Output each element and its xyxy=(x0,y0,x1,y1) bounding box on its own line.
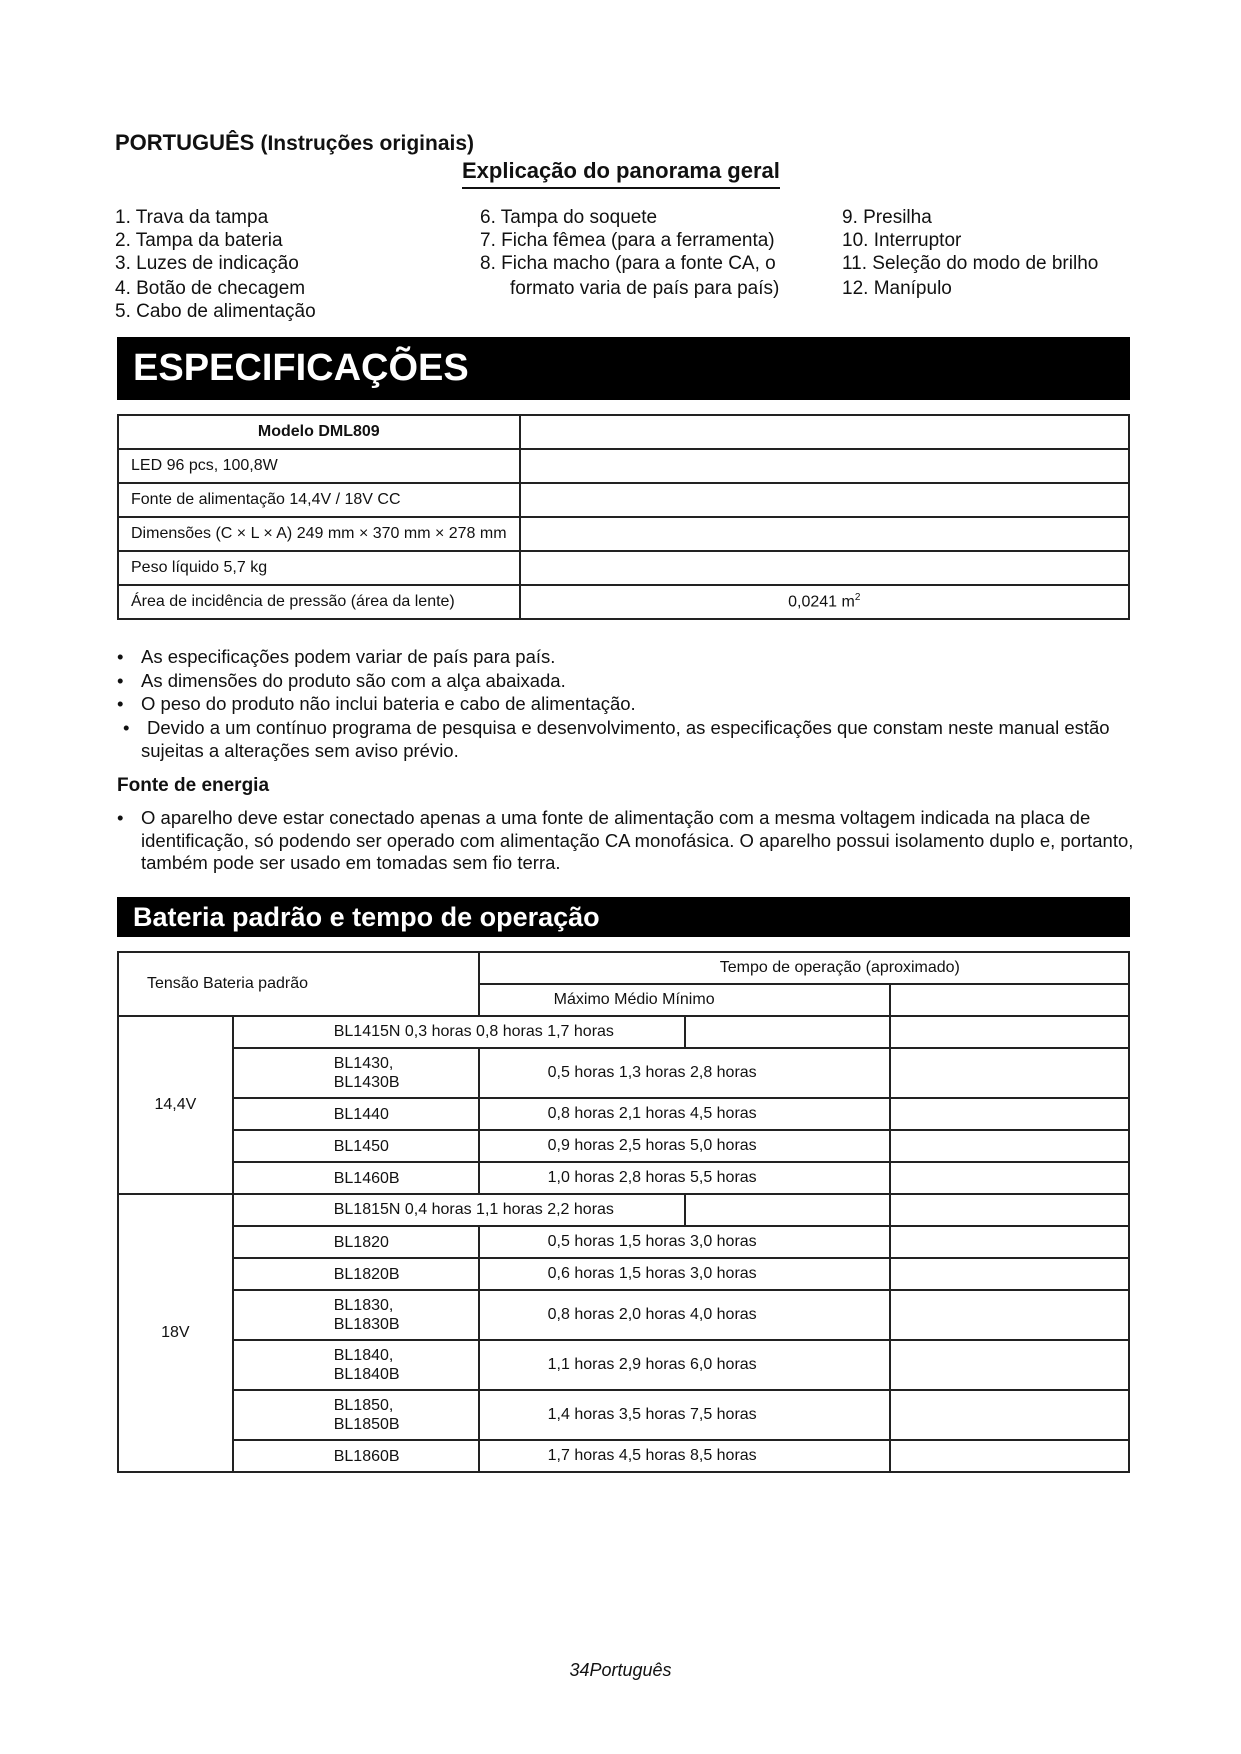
battery-model-cell: BL1450 xyxy=(233,1130,479,1162)
table-row xyxy=(118,1130,1129,1162)
page-number: 34Português xyxy=(569,1660,672,1680)
voltage-cell: 18V xyxy=(118,1194,233,1472)
area-unit-sup: 2 xyxy=(854,592,861,604)
area-value xyxy=(520,585,1129,619)
table-row xyxy=(118,1098,1129,1130)
battery-model-cell: BL1830, BL1830B xyxy=(233,1290,479,1340)
table-row xyxy=(118,1440,1129,1472)
parts-list-col1 xyxy=(115,206,316,323)
battery-model-cell: BL1820B xyxy=(233,1258,479,1290)
area-value-text: 0,0241 m xyxy=(788,593,855,611)
note-item: • Devido a um contínuo programa de pesquisa e desenvolvimento, as especificações que constam neste manual estão sujeitas a alterações sem aviso prévio. xyxy=(117,716,1130,763)
table-row xyxy=(118,551,1129,585)
note-item: • As especificações podem variar de país para país. xyxy=(117,645,1130,669)
table-row xyxy=(118,1290,1129,1340)
spec-text: Dimensões (C × L × A) 249 mm × 370 mm × 278 mm xyxy=(131,525,507,542)
part-item: 5. Cabo de alimentação xyxy=(115,301,316,322)
spec-cell: LED 96 pcs, 100,8W xyxy=(118,449,520,483)
battery-model-cell: BL1820 xyxy=(233,1226,479,1258)
part-item: 7. Ficha fêmea (para a ferramenta) xyxy=(480,230,775,251)
table-row xyxy=(118,1162,1129,1194)
part-item: 6. Tampa do soquete xyxy=(480,207,658,228)
part-item: 4. Botão de checagem xyxy=(115,278,306,299)
table-row xyxy=(118,483,1129,517)
table-row xyxy=(118,952,1129,984)
table-row xyxy=(118,1048,1129,1098)
table-row xyxy=(118,1226,1129,1258)
overview-title: Explicação do panorama geral xyxy=(462,158,780,189)
note-item: • As dimensões do produto são com a alça abaixada. xyxy=(117,669,1130,693)
part-item: 11. Seleção do modo de brilho xyxy=(842,253,1099,274)
language-note: (Instruções originais) xyxy=(260,132,475,155)
table-row xyxy=(118,1390,1129,1440)
spec-cell xyxy=(118,517,520,551)
table-row xyxy=(118,1016,1129,1048)
operation-time-cell: 1,4 horas 3,5 horas 7,5 horas xyxy=(479,1390,890,1440)
table-row xyxy=(118,1340,1129,1390)
part-item: 8. Ficha macho (para a fonte CA, o xyxy=(480,253,776,274)
table-row xyxy=(118,585,1129,619)
parts-list-col2 xyxy=(480,206,779,300)
parts-list-col3 xyxy=(842,206,1098,300)
operation-time-cell: 0,5 horas 1,3 horas 2,8 horas xyxy=(479,1048,890,1098)
voltage-cell: 14,4V xyxy=(118,1016,233,1194)
table-row xyxy=(118,1194,1129,1226)
specs-header: Modelo DML809 xyxy=(118,415,520,449)
battery-model-cell: BL1430, BL1430B xyxy=(233,1048,479,1098)
language-heading xyxy=(115,130,474,156)
specs-table xyxy=(117,414,1130,620)
operation-time-cell: 0,8 horas 2,0 horas 4,0 horas xyxy=(479,1290,890,1340)
battery-banner: Bateria padrão e tempo de operação xyxy=(117,897,1130,937)
part-item: 12. Manípulo xyxy=(842,278,952,299)
operation-time-cell: 0,8 horas 2,1 horas 4,5 horas xyxy=(479,1098,890,1130)
specs-banner: ESPECIFICAÇÕES xyxy=(117,337,1130,400)
operation-time-cell: 1,1 horas 2,9 horas 6,0 horas xyxy=(479,1340,890,1390)
spec-cell: Área de incidência de pressão (área da lente) xyxy=(118,585,520,619)
spec-notes xyxy=(117,645,1130,763)
time-header: Tempo de operação (aproximado) xyxy=(479,952,1129,984)
part-item: 9. Presilha xyxy=(842,207,932,228)
spec-cell: Peso líquido 5,7 kg xyxy=(118,551,520,585)
operation-time-cell: 0,9 horas 2,5 horas 5,0 horas xyxy=(479,1130,890,1162)
table-row xyxy=(118,415,1129,449)
col-header xyxy=(118,952,479,1016)
operation-time-cell: 1,7 horas 4,5 horas 8,5 horas xyxy=(479,1440,890,1472)
battery-model-cell: BL1860B xyxy=(233,1440,479,1472)
battery-table xyxy=(117,951,1130,1473)
col-header-text: Tensão Bateria padrão xyxy=(147,975,308,992)
energy-text-block xyxy=(117,807,1142,875)
part-item-continued: formato varia de país para país) xyxy=(510,278,780,299)
table-row xyxy=(118,449,1129,483)
operation-time-cell: 1,0 horas 2,8 horas 5,5 horas xyxy=(479,1162,890,1194)
sub-header: Máximo Médio Mínimo xyxy=(479,984,890,1016)
battery-model-cell: BL1840, BL1840B xyxy=(233,1340,479,1390)
note-item: • O peso do produto não inclui bateria e cabo de alimentação. xyxy=(117,692,1130,716)
part-item: 10. Interruptor xyxy=(842,230,962,251)
energy-heading: Fonte de energia xyxy=(117,775,270,796)
table-row xyxy=(118,517,1129,551)
part-item: 2. Tampa da bateria xyxy=(115,230,283,251)
operation-time-cell: 0,6 horas 1,5 horas 3,0 horas xyxy=(479,1258,890,1290)
battery-body xyxy=(118,1016,1129,1472)
battery-model-cell: BL1415N 0,3 horas 0,8 horas 1,7 horas xyxy=(233,1016,685,1048)
spec-cell: Fonte de alimentação 14,4V / 18V CC xyxy=(118,483,520,517)
part-item: 3. Luzes de indicação xyxy=(115,253,299,274)
battery-model-cell: BL1850, BL1850B xyxy=(233,1390,479,1440)
energy-text: • O aparelho deve estar conectado apenas a uma fonte de alimentação com a mesma voltagem indicada na placa de identificação, só podendo ser operado com alimentação CA monofásica. O aparelho possui isolamento duplo e, portanto, também pode ser usado em tomadas sem fio terra. xyxy=(117,807,1142,875)
operation-time-cell: 0,5 horas 1,5 horas 3,0 horas xyxy=(479,1226,890,1258)
table-row xyxy=(118,1258,1129,1290)
battery-model-cell: BL1815N 0,4 horas 1,1 horas 2,2 horas xyxy=(233,1194,685,1226)
battery-model-cell: BL1460B xyxy=(233,1162,479,1194)
language-label: PORTUGUÊS xyxy=(115,130,255,155)
battery-model-cell: BL1440 xyxy=(233,1098,479,1130)
part-item: 1. Trava da tampa xyxy=(115,207,269,228)
